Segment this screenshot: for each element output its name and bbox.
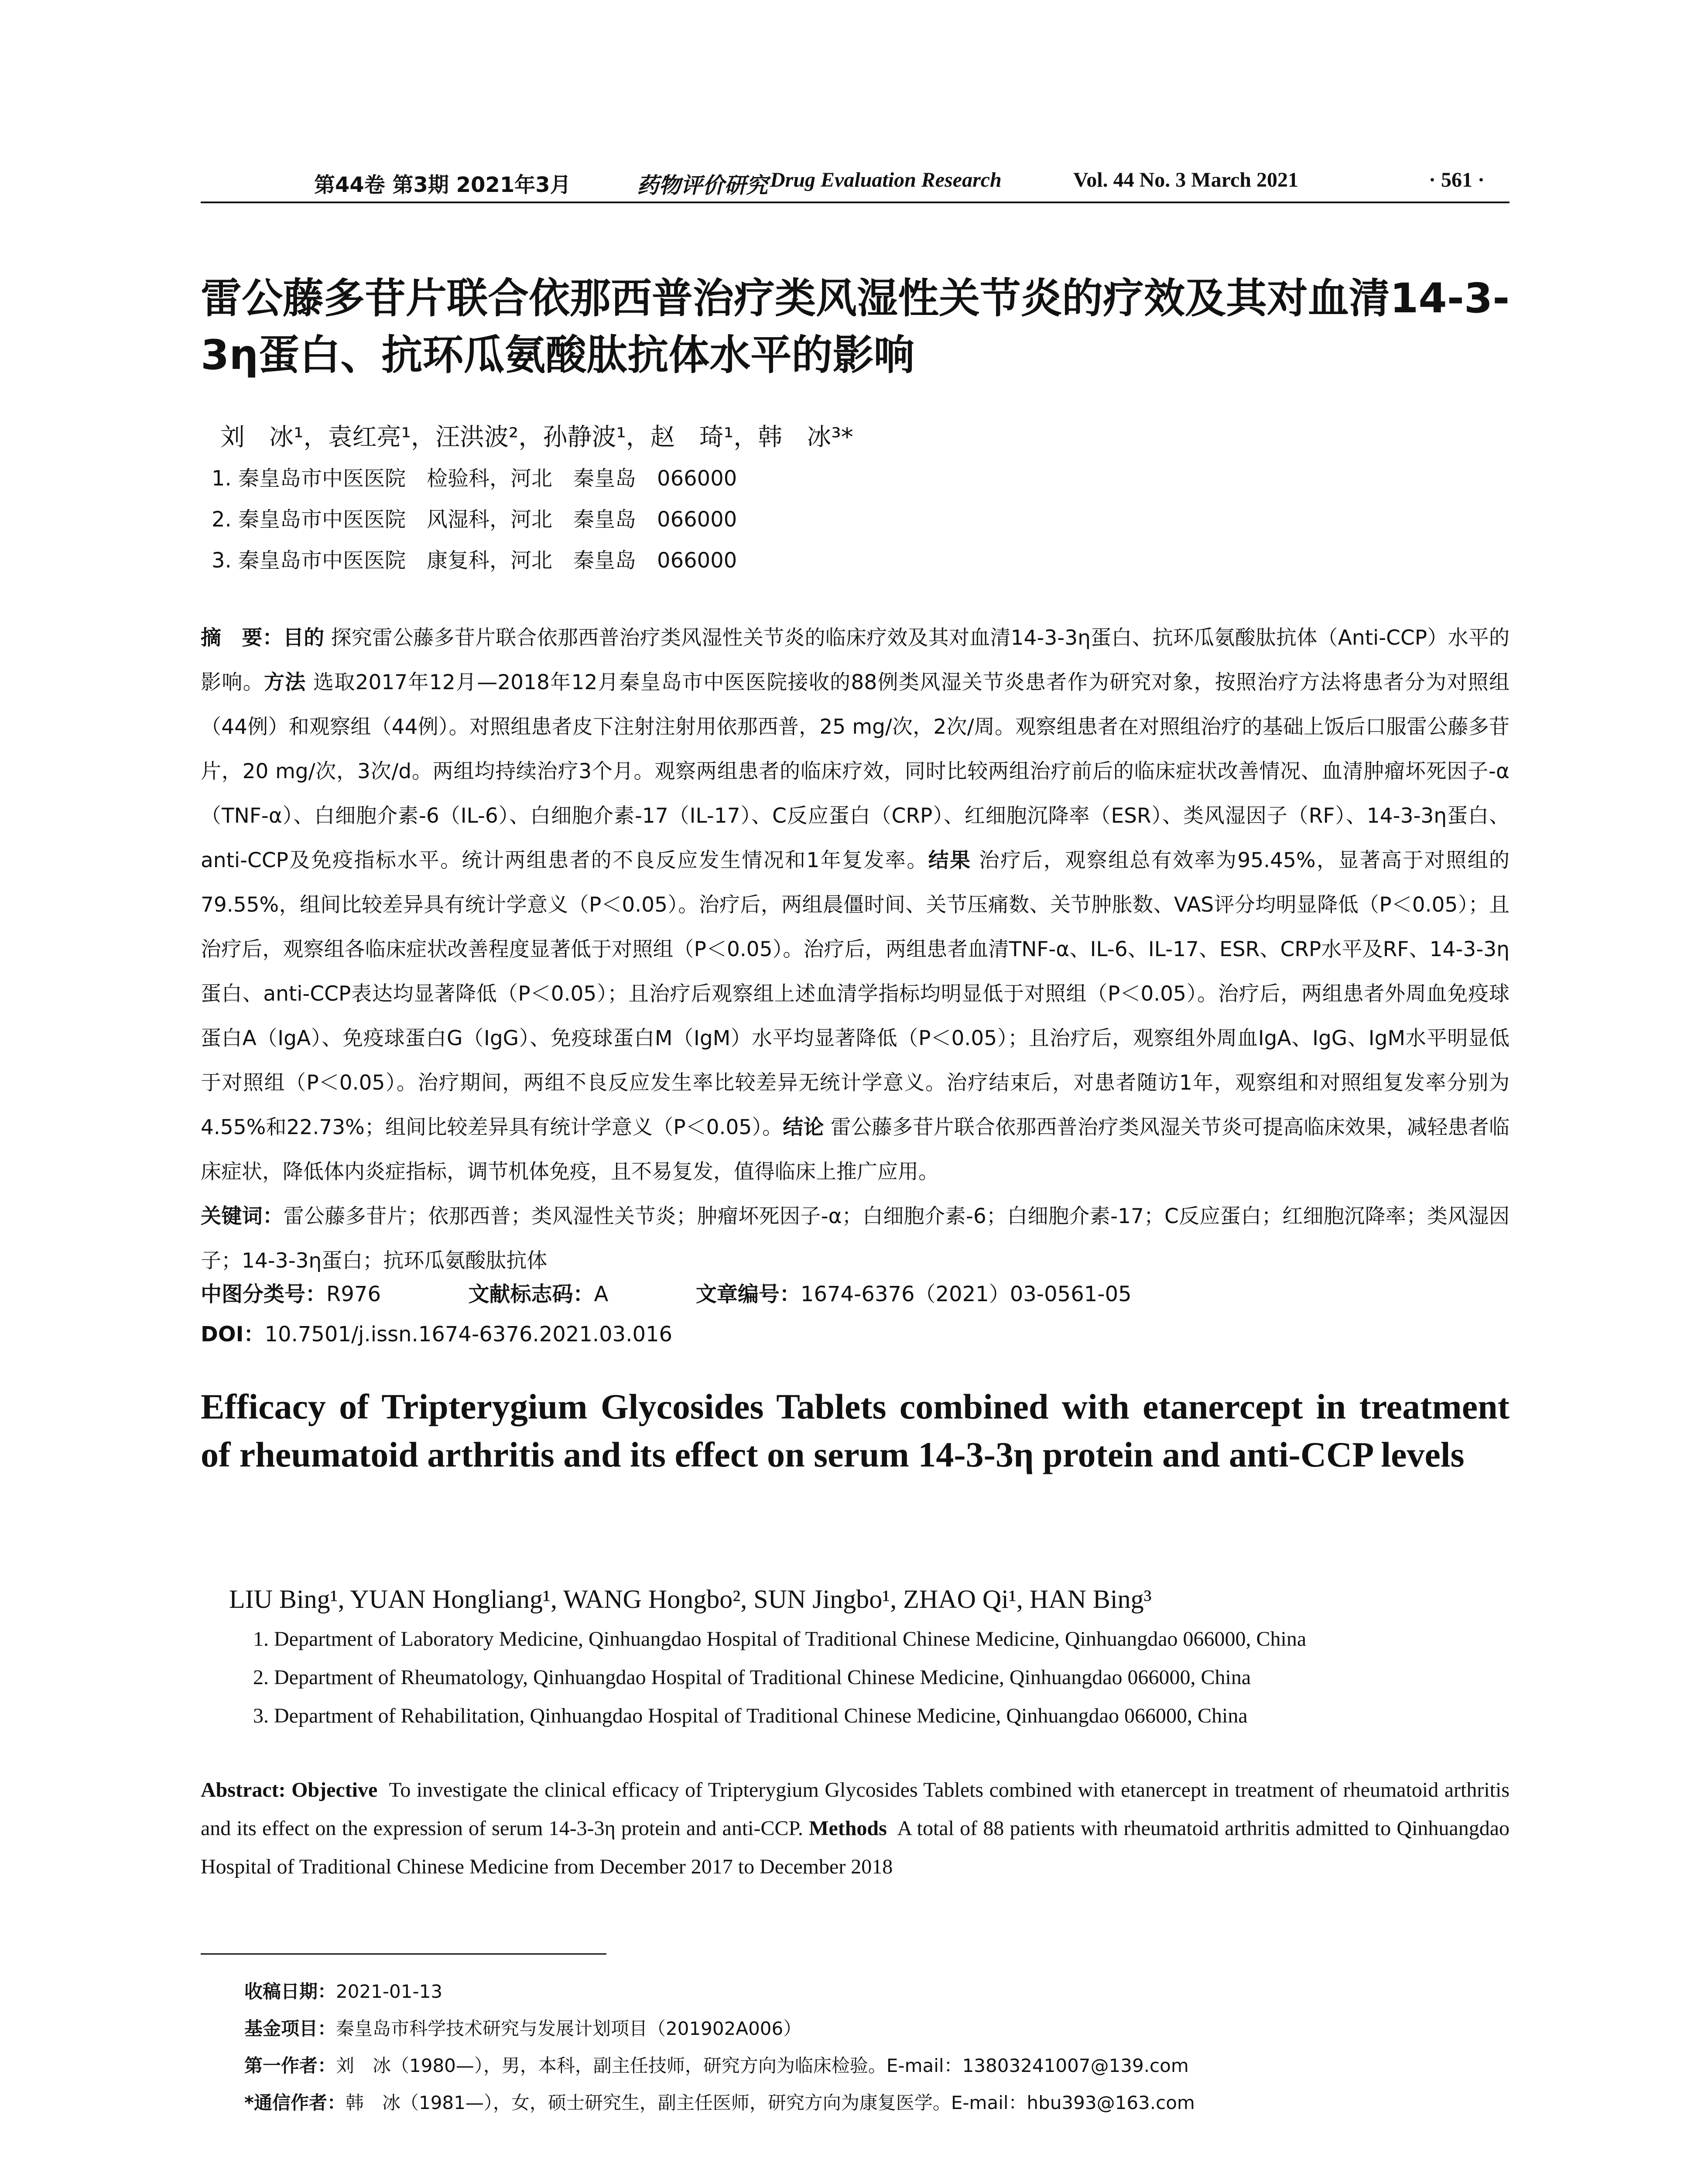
article-title-cn: 雷公藤多苷片联合依那西普治疗类风湿性关节炎的疗效及其对血清14-3-3η蛋白、抗环瓜氨酸肽抗体水平的影响 xyxy=(201,275,1510,379)
keywords-cn-label: 关键词： xyxy=(201,1204,284,1228)
article-title-en: Efficacy of Tripterygium Glycosides Tablets combined with etanercept in treatment of rheumatoid arthritis and its effect on serum 14-3-3η protein and anti-CCP levels xyxy=(201,1387,1509,1474)
footnote-corresponding-author-label: *通信作者： xyxy=(244,2092,346,2113)
clc-value: R976 xyxy=(326,1282,381,1306)
abstract-cn-label: 摘 要： xyxy=(201,626,283,650)
footnote-rule xyxy=(201,1953,606,1955)
header-journal-en: Drug Evaluation Research xyxy=(770,168,1002,191)
footnote-first-author-label: 第一作者： xyxy=(244,2055,336,2076)
footnote-received-text: 2021-01-13 xyxy=(336,1981,443,2002)
authors-cn: 刘 冰¹，袁红亮¹，汪洪波²，孙静波¹，赵 琦¹，韩 冰³* xyxy=(220,423,853,451)
header-volume-cn: 第44卷 第3期 2021年3月 xyxy=(314,173,571,197)
affiliation-cn-1: 1. 秦皇岛市中医医院 检验科，河北 秦皇岛 066000 xyxy=(212,466,737,491)
results-cn-text: 治疗后，观察组总有效率为95.45%，显著高于对照组的79.55%，组间比较差异具有统计学意义（P＜0.05）。治疗后，两组晨僵时间、关节压痛数、关节肿胀数、VAS评分均明显降低（P＜0.05）；且治疗后，观察组各临床症状改善程度显著低于对照组（P＜0.05）。治疗后，两组患者血清TNF-α、IL-6、IL-17、ESR、CRP水平及RF、14-3-3η蛋白、anti-CCP表达均显著降低（P＜0.05）；且治疗后观察组上述血清学指标均明显低于对照组（P＜0.05）。治疗后，两组患者外周血免疫球蛋白A（IgA）、免疫球蛋白G（IgG）、免疫球蛋白M（IgM）水平均显著降低（P＜0.05）；且治疗后，观察组外周血IgA、IgG、IgM水平明显低于对照组（P＜0.05）。治疗期间，两组不良反应发生率比较差异无统计学意义。治疗结束后，对患者随访1年，观察组和对照组复发率分别为4.55%和22.73%；组间比较差异具有统计学意义（P＜0.05）。 xyxy=(201,848,1509,1139)
footnote-received-label: 收稿日期： xyxy=(244,1981,336,2002)
affiliation-cn-3: 3. 秦皇岛市中医医院 康复科，河北 秦皇岛 066000 xyxy=(212,548,737,573)
header-volume-en: Vol. 44 No. 3 March 2021 xyxy=(1073,168,1298,191)
authors-en: LIU Bing¹, YUAN Hongliang¹, WANG Hongbo², SUN Jingbo¹, ZHAO Qi¹, HAN Bing³ xyxy=(229,1585,1152,1614)
header-page-number: · 561 · xyxy=(1429,168,1485,191)
footnote-corresponding-author-text: 韩 冰（1981—），女，硕士研究生，副主任医师，研究方向为康复医学。E-mail：hbu393@163.com xyxy=(345,2092,1195,2113)
affiliation-cn-2: 2. 秦皇岛市中医医院 风湿科，河北 秦皇岛 066000 xyxy=(212,507,737,532)
methods-cn-text: 选取2017年12月—2018年12月秦皇岛市中医医院接收的88例类风湿关节炎患者作为研究对象，按照治疗方法将患者分为对照组（44例）和观察组（44例）。对照组患者皮下注射注射用依那西普，25 mg/次，2次/周。观察组患者在对照组治疗的基础上饭后口服雷公藤多苷片，20 mg/次，3次/d。两组均持续治疗3个月。观察两组患者的临床疗效，同时比较两组治疗前后的临床症状改善情况、血清肿瘤坏死因子-α（TNF-α）、白细胞介素-6（IL-6）、白细胞介素-17（IL-17）、C反应蛋白（CRP）、红细胞沉降率（ESR）、类风湿因子（RF）、14-3-3η蛋白、anti-CCP及免疫指标水平。统计两组患者的不良反应发生情况和1年复发率。 xyxy=(201,670,1509,872)
clc-label: 中图分类号： xyxy=(201,1282,327,1306)
objective-en-text: To investigate the clinical efficacy of Tripterygium Glycosides Tablets combined with etanercept in treatment of rheumatoid arthritis and its effect on the expression of serum 14-3-3η protein and anti-CCP. xyxy=(201,1778,1510,1840)
objective-cn-label: 目的 xyxy=(283,626,325,650)
article-id-value: 1674-6376（2021）03-0561-05 xyxy=(800,1282,1132,1306)
affiliation-en-1: 1. Department of Laboratory Medicine, Qinhuangdao Hospital of Traditional Chinese Medicine, Qinhuangdao 066000, China xyxy=(253,1627,1307,1651)
conclusion-cn-text: 雷公藤多苷片联合依那西普治疗类风湿关节炎可提高临床效果，减轻患者临床症状，降低体内炎症指标，调节机体免疫，且不易复发，值得临床上推广应用。 xyxy=(201,1115,1510,1184)
footnote-first-author-text: 刘 冰（1980—），男，本科，副主任技师，研究方向为临床检验。E-mail：13803241007@139.com xyxy=(336,2055,1189,2076)
footnote-funding xyxy=(244,2014,801,2041)
affiliation-en-3: 3. Department of Rehabilitation, Qinhuangdao Hospital of Traditional Chinese Medicine, Qinhuangdao 066000, China xyxy=(253,1704,1248,1727)
running-header xyxy=(201,168,1509,198)
doc-code-label: 文献标志码： xyxy=(468,1282,594,1306)
conclusion-cn-label: 结论 xyxy=(783,1115,824,1139)
article-id-label: 文章编号： xyxy=(695,1282,801,1306)
doi-link[interactable]: 10.7501/j.issn.1674-6376.2021.03.016 xyxy=(264,1322,673,1347)
doc-code-value: A xyxy=(594,1282,609,1306)
footnote-received xyxy=(244,1977,442,2003)
footnote-funding-text: 秦皇岛市科学技术研究与发展计划项目（201902A006） xyxy=(336,2018,802,2039)
footnote-first-author xyxy=(244,2051,1189,2078)
methods-en-label: Methods xyxy=(809,1817,887,1840)
journal-logo-cn: 药物评价研究 xyxy=(637,173,768,198)
abstract-en xyxy=(201,1771,1509,1886)
objective-cn-text: 探究雷公藤多苷片联合依那西普治疗类风湿性关节炎的临床疗效及其对血清14-3-3η蛋白、抗环瓜氨酸肽抗体（Anti-CCP）水平的影响。 xyxy=(201,626,1510,694)
objective-en-label: Objective xyxy=(291,1778,378,1802)
abstract-en-label: Abstract: xyxy=(201,1778,286,1802)
doi-line xyxy=(201,1317,672,1347)
footnote-funding-label: 基金项目： xyxy=(244,2018,336,2039)
keywords-cn-text: 雷公藤多苷片；依那西普；类风湿性关节炎；肿瘤坏死因子-α；白细胞介素-6；白细胞介素-17；C反应蛋白；红细胞沉降率；类风湿因子；14-3-3η蛋白；抗环瓜氨酸肽抗体 xyxy=(201,1204,1509,1273)
methods-en-text: A total of 88 patients with rheumatoid arthritis admitted to Qinhuangdao Hospital of Traditional Chinese Medicine from December 2017 to December 2018 xyxy=(201,1817,1510,1878)
classification-line xyxy=(201,1277,1132,1307)
doi-label: DOI： xyxy=(201,1322,265,1347)
methods-cn-label: 方法 xyxy=(264,670,306,694)
footnote-corresponding-author xyxy=(244,2089,1195,2115)
results-cn-label: 结果 xyxy=(928,848,972,872)
abstract-cn xyxy=(201,616,1509,1283)
header-rule xyxy=(201,202,1509,203)
affiliation-en-2: 2. Department of Rheumatology, Qinhuangdao Hospital of Traditional Chinese Medicine, Qinhuangdao 066000, China xyxy=(253,1666,1251,1689)
